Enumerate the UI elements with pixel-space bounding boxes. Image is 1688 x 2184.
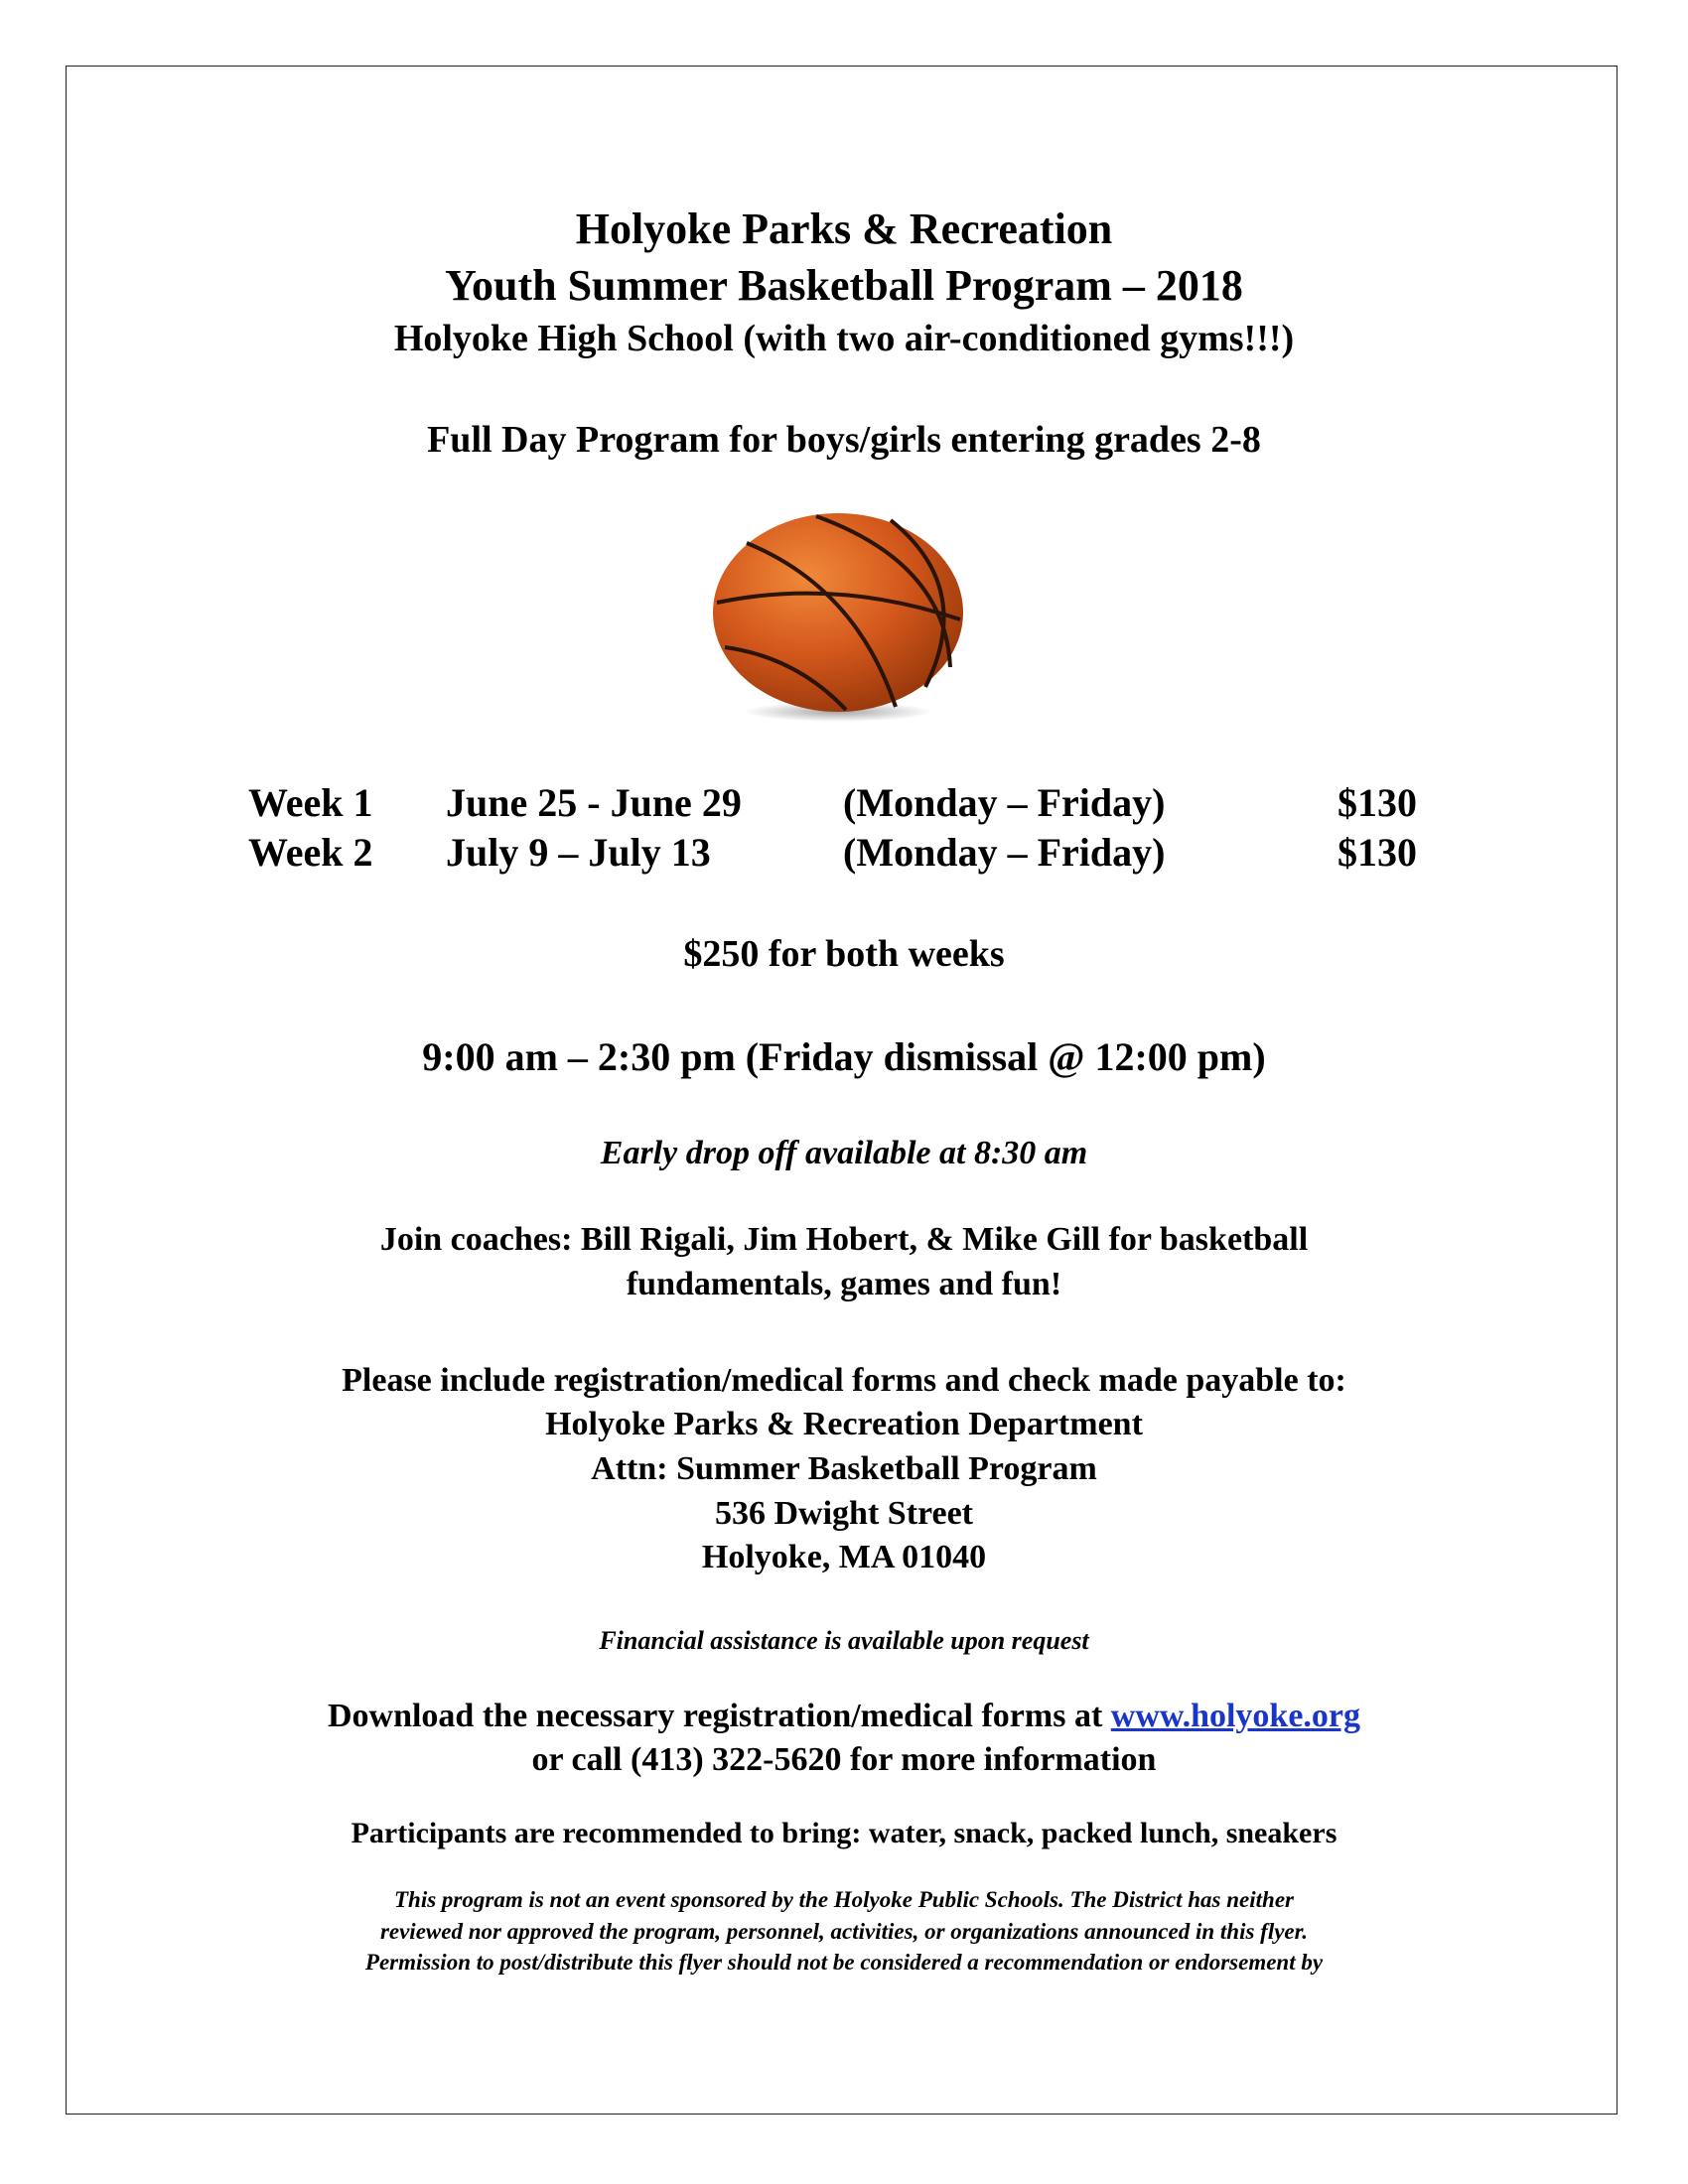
week1-dates: June 25 - June 29 xyxy=(446,780,742,825)
week1-days: (Monday – Friday) xyxy=(843,780,1166,825)
payment-instructions: Please include registration/medical forms and check made payable to: xyxy=(342,1362,1346,1399)
holyoke-website-link[interactable]: www.holyoke.org xyxy=(1110,1698,1361,1734)
download-line xyxy=(0,1698,1688,1735)
week1-price: $130 xyxy=(1337,780,1417,825)
both-weeks-price: $250 for both weeks xyxy=(683,933,1005,975)
basketball-icon xyxy=(707,508,973,725)
download-text: Download the necessary registration/medical forms at xyxy=(327,1698,1111,1734)
disclaimer-line-3: Permission to post/distribute this flyer should not be considered a recommendation or endorsement by xyxy=(364,1950,1324,1975)
week2-days: (Monday – Friday) xyxy=(843,830,1166,875)
what-to-bring: Participants are recommended to bring: water, snack, packed lunch, sneakers xyxy=(351,1817,1337,1849)
disclaimer-line-1: This program is not an event sponsored by the Holyoke Public Schools. The District has neither xyxy=(393,1887,1294,1912)
page-border xyxy=(66,66,1618,2115)
title-location: Holyoke High School (with two air-conditioned gyms!!!) xyxy=(393,318,1295,359)
program-hours: 9:00 am – 2:30 pm (Friday dismissal @ 12:00 pm) xyxy=(422,1034,1266,1079)
payee-name: Holyoke Parks & Recreation Department xyxy=(545,1406,1143,1442)
week2-dates: July 9 – July 13 xyxy=(446,830,711,875)
program-description: Full Day Program for boys/girls entering grades 2-8 xyxy=(427,419,1261,461)
coaches-line-1: Join coaches: Bill Rigali, Jim Hobert, & Mike Gill for basketball xyxy=(379,1221,1309,1258)
financial-assistance: Financial assistance is available upon request xyxy=(599,1626,1089,1655)
payee-attn: Attn: Summer Basketball Program xyxy=(591,1450,1097,1487)
phone-line: or call (413) 322-5620 for more information xyxy=(531,1741,1157,1778)
week1-label: Week 1 xyxy=(248,780,373,825)
week2-price: $130 xyxy=(1337,830,1417,875)
coaches-line-2: fundamentals, games and fun! xyxy=(626,1266,1062,1302)
title-program: Youth Summer Basketball Program – 2018 xyxy=(445,261,1243,310)
early-dropoff: Early drop off available at 8:30 am xyxy=(600,1135,1088,1171)
title-org: Holyoke Parks & Recreation xyxy=(575,205,1113,253)
week2-label: Week 2 xyxy=(248,830,373,875)
payee-city: Holyoke, MA 01040 xyxy=(701,1539,987,1575)
payee-street: 536 Dwight Street xyxy=(715,1495,973,1532)
disclaimer-line-2: reviewed nor approved the program, personnel, activities, or organizations announced in this flyer. xyxy=(379,1919,1309,1944)
